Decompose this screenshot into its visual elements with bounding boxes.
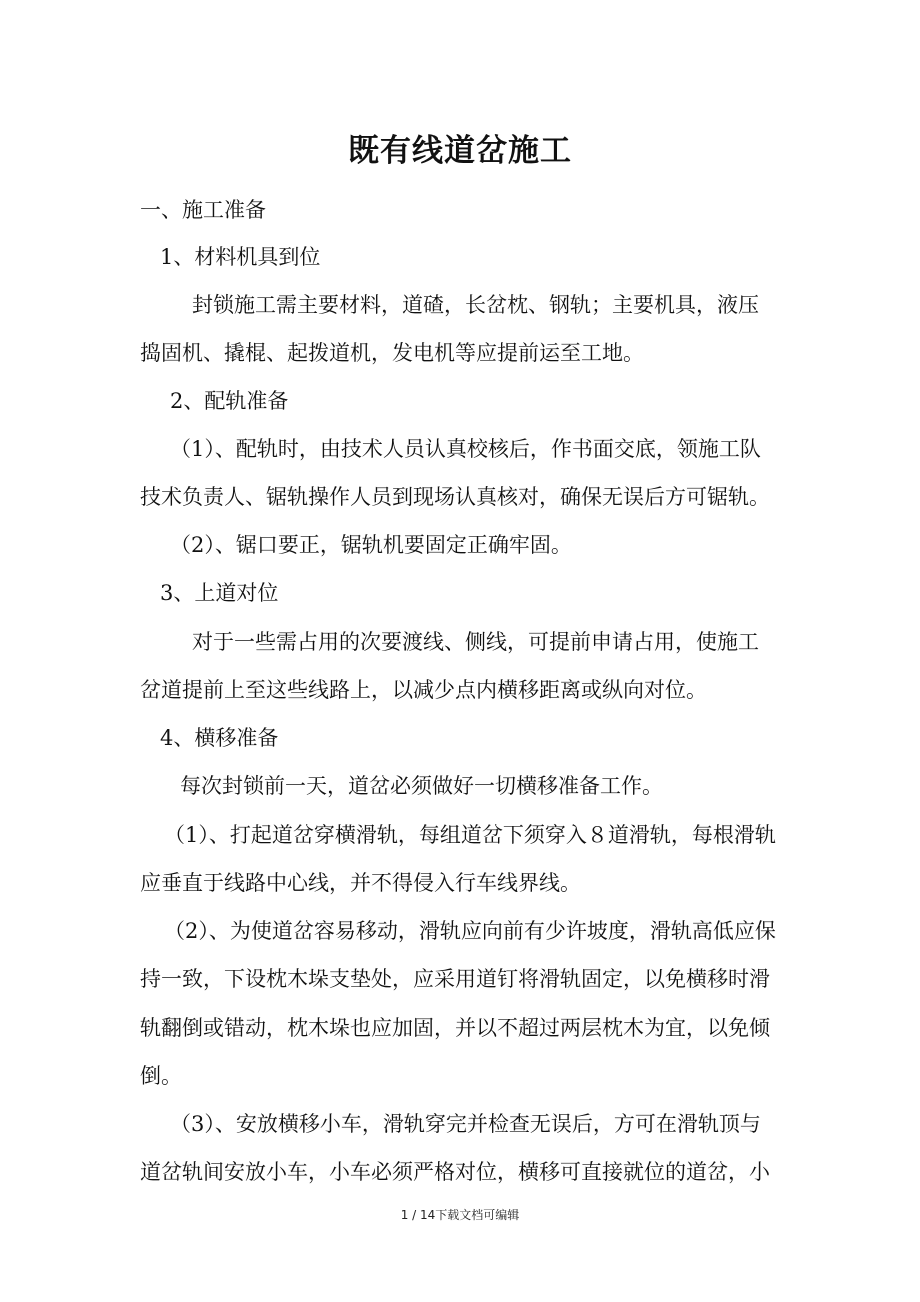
paragraph-line: 对于一些需占用的次要渡线、侧线，可提前申请占用，使施工 <box>192 630 759 654</box>
paragraph-line: 轨翻倒或错动，枕木垛也应加固，并以不超过两层枕木为宜，以免倾 <box>140 1016 770 1040</box>
page-footer: 1 / 14下载文档可编辑 <box>400 1208 520 1222</box>
paragraph-line: 岔道提前上至这些线路上，以减少点内横移距离或纵向对位。 <box>140 678 707 702</box>
paragraph-line: 应垂直于线路中心线，并不得侵入行车线界线。 <box>140 871 581 895</box>
section-heading: 一、施工准备 <box>140 198 266 222</box>
paragraph-line: 每次封锁前一天，道岔必须做好一切横移准备工作。 <box>180 774 663 798</box>
paragraph-line: （1）、打起道岔穿横滑轨，每组道岔下须穿入８道滑轨，每根滑轨 <box>164 823 776 847</box>
paragraph-line: 持一致，下设枕木垛支垫处，应采用道钉将滑轨固定，以免横移时滑 <box>140 967 770 991</box>
subsection-heading: 1、材料机具到位 <box>160 245 321 269</box>
paragraph-line: （1）、配轨时，由技术人员认真校核后，作书面交底，领施工队 <box>170 437 761 461</box>
subsection-heading: 2、配轨准备 <box>170 389 289 413</box>
paragraph-line: 捣固机、撬棍、起拨道机，发电机等应提前运至工地。 <box>140 341 644 365</box>
paragraph-line: （3）、安放横移小车，滑轨穿完并检查无误后，方可在滑轨顶与 <box>170 1112 761 1136</box>
paragraph-line: 技术负责人、锯轨操作人员到现场认真核对，确保无误后方可锯轨。 <box>140 485 770 509</box>
subsection-heading: 4、横移准备 <box>160 726 279 750</box>
paragraph-line: 倒。 <box>140 1064 182 1088</box>
paragraph-line: （2）、为使道岔容易移动，滑轨应向前有少许坡度，滑轨高低应保 <box>164 919 776 943</box>
subsection-heading: 3、上道对位 <box>160 581 279 605</box>
paragraph-line: （2）、锯口要正，锯轨机要固定正确牢固。 <box>170 533 572 557</box>
paragraph-line: 道岔轨间安放小车，小车必须严格对位，横移可直接就位的道岔，小 <box>140 1160 770 1184</box>
paragraph-line: 封锁施工需主要材料，道碴，长岔枕、钢轨；主要机具，液压 <box>192 293 759 317</box>
document-title: 既有线道岔施工 <box>348 133 572 169</box>
